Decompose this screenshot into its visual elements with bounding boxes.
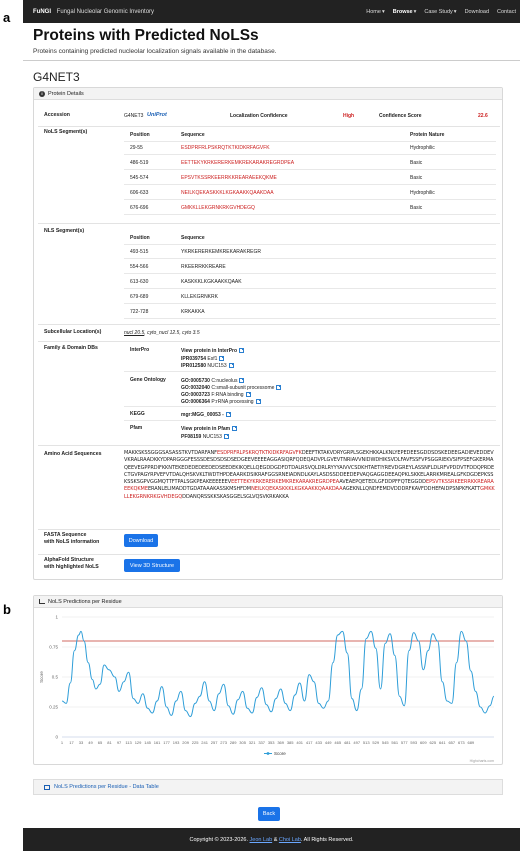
nols-label: NoLS Segment(s)	[44, 129, 88, 135]
x-tick-label: 641	[438, 740, 446, 745]
go-name: F:RNA binding	[211, 392, 244, 398]
x-tick-label: 609	[419, 740, 427, 745]
x-tick-label: 529	[372, 740, 380, 745]
y-tick-label: 0.75	[49, 644, 58, 650]
go-label: Gene Ontology	[130, 377, 166, 383]
footer-lab2-link[interactable]: Choi Lab	[278, 836, 301, 843]
uniprot-logo[interactable]: UniProt	[147, 112, 167, 118]
fasta-row	[34, 532, 504, 552]
nav-home[interactable]: Home	[366, 8, 381, 15]
divider	[38, 554, 500, 555]
nols-sequence: NEILKQEKASKKKLKGKAAKKQAAKDAA	[181, 190, 274, 196]
external-link-icon[interactable]	[229, 363, 234, 368]
legend-label: Score	[274, 751, 286, 756]
nls-header-position: Position	[130, 235, 150, 241]
x-tick-label: 81	[107, 740, 112, 745]
x-tick-label: 433	[315, 740, 323, 745]
interpro-entry-2[interactable]	[181, 362, 234, 369]
aa-segment: MAKKSKSSGGGSASASSTKVTDARFANF	[124, 450, 217, 456]
aa-nols-segment: NEILKQEKASKKKLKGKAAKKQAAKDAA	[251, 486, 343, 493]
view-3d-structure-button[interactable]: View 3D Structure	[124, 559, 180, 572]
nols-row	[34, 128, 504, 223]
accession-value: G4NET3	[124, 113, 144, 119]
family-label: Family & Domain DBs	[44, 345, 98, 351]
nols-nature: Hydrophilic	[410, 190, 435, 196]
nols-row-line	[124, 199, 496, 200]
x-tick-label: 241	[201, 740, 208, 745]
nav-download[interactable]: Download	[464, 8, 490, 15]
data-table-toggle[interactable]	[33, 779, 503, 795]
chart-header	[34, 596, 502, 608]
aa-nols-segment: EPSVTKSSRKEERRKKREARAEEKQKME	[124, 479, 494, 493]
aa-nols-segment: GMKKLLEKGRNKRKGVHDEGQ	[124, 486, 495, 500]
y-tick-label: 0.25	[49, 704, 58, 710]
x-tick-label: 497	[353, 740, 361, 745]
pfam-name: NUC153	[202, 434, 222, 440]
nols-nature: Basic	[410, 160, 423, 166]
aa-nols-segment: EETTEKYKRKERERKEMKREKARAKREGRDPEA	[231, 479, 340, 486]
protein-details-header	[34, 88, 502, 100]
subcell-label: Subcellular Location(s)	[44, 329, 102, 335]
go-entry-4[interactable]	[181, 398, 261, 405]
go-entry-2[interactable]	[181, 384, 281, 391]
nls-sequence: YKRKERERKEMKREKARAKREGR	[181, 249, 262, 255]
y-axis-label: Score	[39, 671, 44, 683]
x-tick-label: 113	[125, 740, 132, 745]
pfam-link-text[interactable]: View protein in Pfam	[181, 426, 231, 432]
loc-conf-label: Localization Confidence	[230, 113, 288, 119]
x-tick-label: 353	[267, 740, 275, 745]
subcell-main[interactable]: nucl 20.5	[124, 330, 145, 336]
nls-sequence: KLLEKGRNKRK	[181, 294, 218, 300]
nls-row-line	[124, 318, 496, 319]
x-tick-label: 161	[153, 740, 161, 745]
nls-row-line	[124, 288, 496, 289]
footer-lab1-link[interactable]: Jeon Lab	[249, 836, 273, 843]
nls-position: 722-728	[130, 309, 149, 315]
external-link-icon[interactable]	[232, 426, 237, 431]
go-id[interactable]: GO:0005730	[181, 378, 210, 384]
chart-header-title: NoLS Predictions per Residue	[48, 598, 122, 605]
x-tick-label: 17	[69, 740, 74, 745]
nav-home-caret[interactable]: ▾	[381, 8, 385, 15]
legend-marker	[267, 752, 270, 755]
x-tick-label: 321	[248, 740, 256, 745]
aa-segment: DEEFTKTAKVDRYGRPLSGEKHKKALKNLYEPEDEESGDDSDSKEDEEGADIEVEDDEVVKRALRAADKKYDPARGGGFESSSDESDSDSDSEDGEEVEEEEAGGASIQRFQDEQADVPLGVEVTNRIAVVNIDWDHIKSVDLFAVFSSFVPSGGRIEKVSIFPSEFGKERMAQEEVEGPPRDIFKKNTEKEDEDEDEEDEDSEEDEKIKQELLQEGDDGDFDTDALRSVQLDRLRYYYAIVVCSDKHTAETIYREVDGREYLASSNFLDLRFVPDDVTFDDQPRDECTGVPAGYRPVEFVTDALQHSKVKLTWDTHPDEAARKDSIKRAFGGSRNEIADNDLKAYLASDSSDDEEDEPVAQGAGGDEEAQPKLSKKELARRKMREALGFKDGDEPKSSKSSKSGPVGGMQTTFTPALSGKPEAKEEEEEEV	[124, 450, 495, 486]
x-tick-label: 401	[296, 740, 304, 745]
protein-details-card	[33, 87, 503, 580]
x-tick-label: 577	[400, 740, 408, 745]
brand[interactable]	[33, 9, 154, 15]
external-link-icon[interactable]	[246, 392, 251, 397]
go-id[interactable]: GO:0032040	[181, 385, 210, 391]
aa-row	[34, 450, 504, 525]
protein-name-heading: G4NET3	[33, 70, 80, 84]
external-link-icon[interactable]	[226, 412, 231, 417]
x-tick-label: 177	[163, 740, 170, 745]
subcell-value	[124, 330, 200, 336]
aa-segment: ERANLELIMADDTGDATAAAKASSKMSHFDM	[147, 486, 252, 493]
back-button[interactable]: Back	[258, 807, 280, 821]
nls-row-line	[124, 273, 496, 274]
family-row	[34, 344, 504, 444]
conf-score-label: Confidence Score	[379, 113, 422, 119]
go-name: C:nucleolus	[211, 378, 238, 384]
nols-sequence: ESDPRFRLPSKRQTKTKIDKRFAGVFK	[181, 145, 270, 151]
x-tick-label: 337	[258, 740, 266, 745]
conf-score-value: 22.6	[478, 113, 488, 119]
x-tick-label: 369	[277, 740, 285, 745]
nols-position: 606-633	[130, 190, 149, 196]
aa-segment: AVEAEPQETEDLGFDDPFFQTEGGDD	[339, 479, 426, 486]
divider	[38, 529, 500, 530]
nols-sequence: EETTEKYKRKERERKEMKREKARAKREGRDPEA	[181, 160, 295, 166]
nols-row-line	[124, 214, 496, 215]
divider	[38, 445, 500, 446]
x-tick-label: 385	[286, 740, 294, 745]
download-button[interactable]: Download	[124, 534, 158, 547]
x-tick-label: 513	[362, 740, 370, 745]
nls-row-line	[124, 303, 496, 304]
family-line	[124, 420, 496, 421]
x-tick-label: 193	[172, 740, 180, 745]
figure-label-a: a	[3, 10, 11, 25]
family-line	[124, 406, 496, 407]
nols-nature: Basic	[410, 205, 423, 211]
go-name: C:small-subunit processome	[211, 385, 275, 391]
nols-nature: Hydrophilic	[410, 145, 435, 151]
pfam-id[interactable]: PF08159	[181, 434, 202, 440]
nols-row-line	[124, 154, 496, 155]
nav-case-study[interactable]: Case Study	[424, 8, 453, 15]
interpro-link-text[interactable]: View protein in InterPro	[181, 348, 238, 354]
protein-details-title: Protein Details	[48, 90, 84, 97]
interpro-link[interactable]	[181, 347, 244, 354]
footer-amp: &	[273, 836, 278, 843]
subcell-row	[34, 328, 504, 340]
nls-sequence: KASKKKLKGKAAKKQAAK	[181, 279, 242, 285]
brand-full-name: Fungal Nucleolar Genomic Inventory	[56, 8, 155, 15]
figure-label-b: b	[3, 602, 11, 617]
aa-segment: AGEKNLLQNDFEMDVDDDRFKAVFDDHEFAIDPSNPKFKATT	[342, 486, 481, 493]
y-tick-label: 0	[55, 734, 58, 740]
brand-abbr: FuNGI	[33, 8, 51, 15]
nols-position: 29-55	[130, 145, 143, 151]
x-tick-label: 673	[457, 740, 465, 745]
data-table-label[interactable]: NoLS Predictions per Residue - Data Table	[54, 784, 159, 790]
nls-label: NLS Segment(s)	[44, 228, 85, 234]
interpro-id[interactable]: IPR012580	[181, 363, 207, 369]
kegg-label: KEGG	[130, 411, 145, 417]
nols-header-position: Position	[130, 132, 150, 138]
external-link-icon[interactable]	[239, 378, 244, 383]
aa-sequence	[124, 450, 496, 501]
nls-position: 679-689	[130, 294, 149, 300]
x-tick-label: 273	[220, 740, 227, 745]
y-tick-label: 1	[55, 614, 58, 620]
interpro-name: Esf1	[207, 356, 218, 362]
x-tick-label: 449	[324, 740, 332, 745]
divider	[38, 223, 500, 224]
nols-position: 486-519	[130, 160, 149, 166]
x-tick-label: 129	[134, 740, 142, 745]
y-tick-label: 0.5	[51, 674, 58, 680]
nav-contact[interactable]: Contact	[497, 8, 516, 15]
nav-links	[366, 9, 516, 15]
alphafold-label	[44, 557, 99, 571]
x-tick-label: 257	[210, 740, 218, 745]
pfam-label: Pfam	[130, 425, 143, 431]
title-divider	[23, 60, 520, 61]
divider	[38, 341, 500, 342]
x-tick-label: 593	[410, 740, 418, 745]
x-tick-label: 481	[343, 740, 351, 745]
x-tick-label: 657	[448, 740, 456, 745]
nav-browse[interactable]: Browse	[392, 8, 413, 15]
navbar	[23, 0, 520, 23]
family-line	[124, 371, 496, 372]
nols-row-line	[124, 184, 496, 185]
info-icon: i	[39, 91, 45, 97]
alphafold-label-1: AlphaFold Structure	[44, 557, 94, 563]
x-tick-label: 33	[78, 740, 84, 745]
fasta-label-1: FASTA Sequence	[44, 532, 87, 538]
external-link-icon[interactable]	[256, 399, 261, 404]
footer	[23, 828, 520, 851]
subcell-rest: , cyto_nucl 12.5, cyto 3.5	[144, 330, 200, 336]
chart-credit: Highcharts.com	[469, 759, 494, 763]
nols-nature: Basic	[410, 175, 423, 181]
nols-sequence: EPSVTKSSRKEERRKKREARAEEKQKME	[181, 175, 277, 181]
x-tick-label: 97	[116, 740, 122, 745]
accession-label: Accession	[44, 112, 70, 118]
nls-header-line	[124, 244, 496, 245]
go-id[interactable]: GO:0003723	[181, 392, 210, 398]
alphafold-row	[34, 557, 504, 577]
nls-header-sequence: Sequence	[181, 235, 205, 241]
nols-header-nature: Protein Nature	[410, 132, 445, 138]
nls-sequence: RKEERRKKREARE	[181, 264, 226, 270]
kegg-entry[interactable]	[181, 411, 231, 418]
aa-segment: DDANQRSSKKSKASGGELSGLVQSVKRKAKKA	[182, 493, 289, 500]
nols-header-sequence: Sequence	[181, 132, 205, 138]
nls-row-line	[124, 258, 496, 259]
table-icon	[44, 785, 50, 790]
fasta-label	[44, 532, 99, 546]
fasta-label-2: with NoLS information	[44, 539, 100, 545]
nols-chart-card	[33, 595, 503, 765]
nols-sequence: GMKKLLEKGRNKRKGVHDEGQ	[181, 205, 255, 211]
x-tick-label: 1	[60, 740, 64, 745]
nls-position: 554-566	[130, 264, 149, 270]
x-tick-label: 305	[239, 740, 246, 745]
x-tick-label: 209	[182, 740, 189, 745]
x-tick-label: 417	[305, 740, 313, 745]
aa-nols-segment: ESDPRFRLPSKRQTKTKIDKRFAGVFK	[216, 450, 302, 456]
interpro-entry-1[interactable]	[181, 355, 224, 362]
nols-chart[interactable]	[34, 609, 502, 765]
divider	[38, 126, 500, 127]
x-tick-label: 465	[334, 740, 342, 745]
external-link-icon[interactable]	[219, 356, 224, 361]
nls-row	[34, 225, 504, 320]
interpro-label: InterPro	[130, 347, 150, 353]
footer-suffix: . All Rights Reserved.	[300, 836, 354, 843]
go-entry-3[interactable]	[181, 391, 251, 398]
go-name: P:rRNA processing	[211, 399, 254, 405]
go-entry-1[interactable]	[181, 377, 244, 384]
interpro-name: NUC153	[207, 363, 227, 369]
aa-label: Amino Acid Sequences	[44, 451, 102, 457]
accession-row	[34, 111, 504, 123]
external-link-icon[interactable]	[276, 385, 281, 390]
alphafold-label-2: with highlighted NoLS	[44, 564, 99, 570]
x-tick-label: 545	[381, 740, 389, 745]
x-tick-label: 561	[391, 740, 399, 745]
nls-position: 493-515	[130, 249, 149, 255]
loc-conf-value: High	[343, 113, 355, 119]
page-title: Proteins with Predicted NoLSs	[33, 27, 259, 44]
nls-sequence: KRKAKKA	[181, 309, 205, 315]
nols-header-line	[124, 141, 496, 142]
x-tick-label: 289	[229, 740, 237, 745]
go-id[interactable]: GO:0006364	[181, 399, 210, 405]
pfam-entry-1[interactable]	[181, 433, 229, 440]
nols-position: 676-696	[130, 205, 149, 211]
chart-line-icon	[39, 599, 45, 604]
nav-case-study-caret[interactable]: ▾	[453, 8, 457, 15]
nls-position: 613-630	[130, 279, 149, 285]
x-tick-label: 625	[429, 740, 437, 745]
external-link-icon[interactable]	[239, 348, 244, 353]
x-tick-label: 225	[191, 740, 199, 745]
x-tick-label: 689	[467, 740, 475, 745]
x-tick-label: 65	[97, 740, 103, 745]
pfam-link[interactable]	[181, 425, 237, 432]
x-tick-label: 49	[88, 740, 93, 745]
kegg-value[interactable]: mgr:MGG_00053 -	[181, 412, 224, 418]
nav-browse-caret[interactable]: ▾	[413, 8, 417, 15]
page-subtitle: Proteins containing predicted nucleolar localization signals available in the database.	[33, 48, 277, 55]
footer-prefix: Copyright © 2023-2026.	[189, 836, 248, 843]
nols-row-line	[124, 169, 496, 170]
external-link-icon[interactable]	[224, 434, 229, 439]
x-tick-label: 145	[144, 740, 151, 745]
interpro-id[interactable]: IPR039754	[181, 356, 207, 362]
divider	[38, 324, 500, 325]
nols-position: 545-574	[130, 175, 149, 181]
score-series-line	[62, 631, 494, 716]
